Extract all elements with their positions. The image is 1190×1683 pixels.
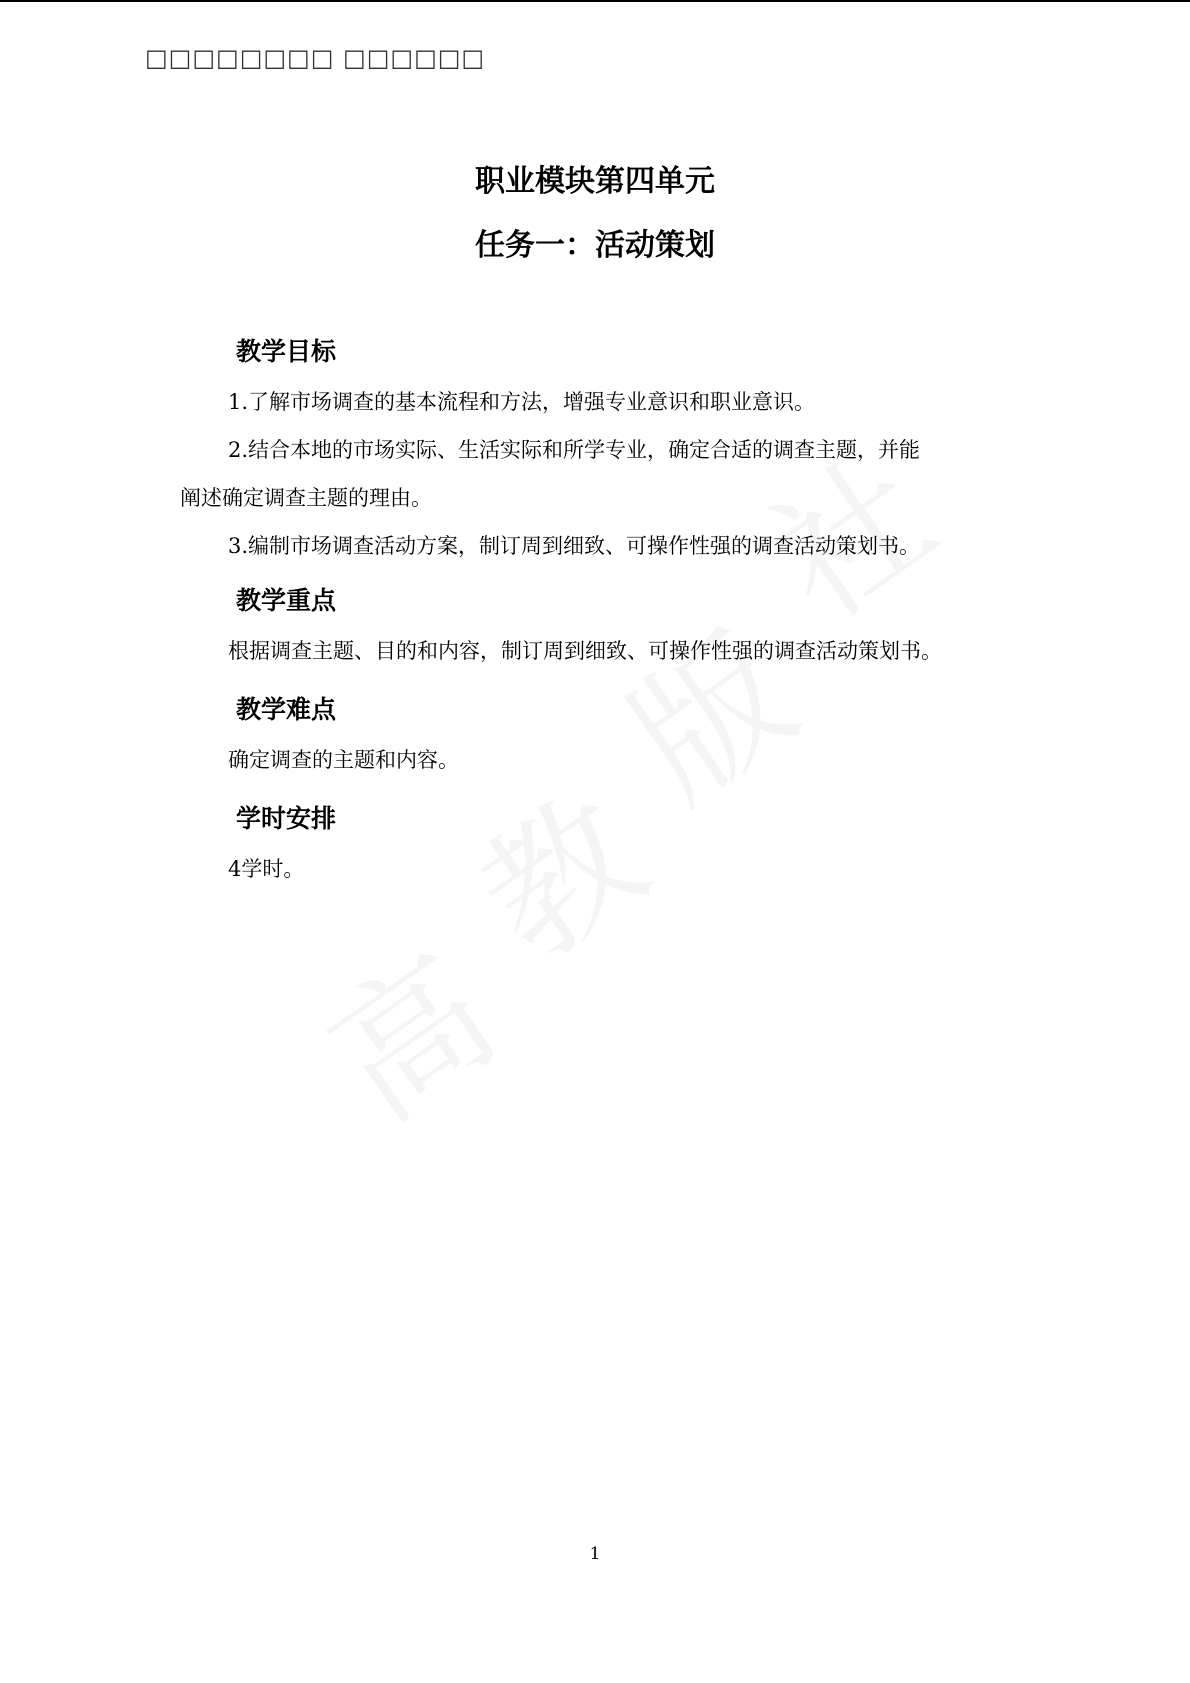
objectives-heading: 教学目标	[236, 337, 337, 366]
page-number: 1	[589, 1544, 601, 1564]
schedule-text: 4学时。	[228, 857, 305, 881]
key-points-text: 根据调查主题、目的和内容，制订周到细致、可操作性强的调查活动策划书。	[228, 639, 942, 663]
difficulties-text: 确定调查的主题和内容。	[228, 748, 459, 772]
objective-item: 3.编制市场调查活动方案，制订周到细致、可操作性强的调查活动策划书。	[228, 534, 921, 558]
task-title: 任务一：活动策划	[475, 228, 715, 263]
difficulties-heading: 教学难点	[236, 695, 337, 724]
key-points-heading: 教学重点	[236, 586, 337, 615]
unit-title: 职业模块第四单元	[475, 164, 715, 199]
objective-item: 2.结合本地的市场实际、生活实际和所学专业，确定合适的调查主题，并能	[228, 438, 921, 462]
running-header: □□□□□□□□ □□□□□□	[145, 44, 486, 72]
objective-item-continuation: 阐述确定调查主题的理由。	[180, 486, 432, 510]
top-rule	[0, 0, 1190, 2]
objective-item: 1.了解市场调查的基本流程和方法，增强专业意识和职业意识。	[228, 390, 816, 414]
schedule-heading: 学时安排	[236, 804, 337, 833]
